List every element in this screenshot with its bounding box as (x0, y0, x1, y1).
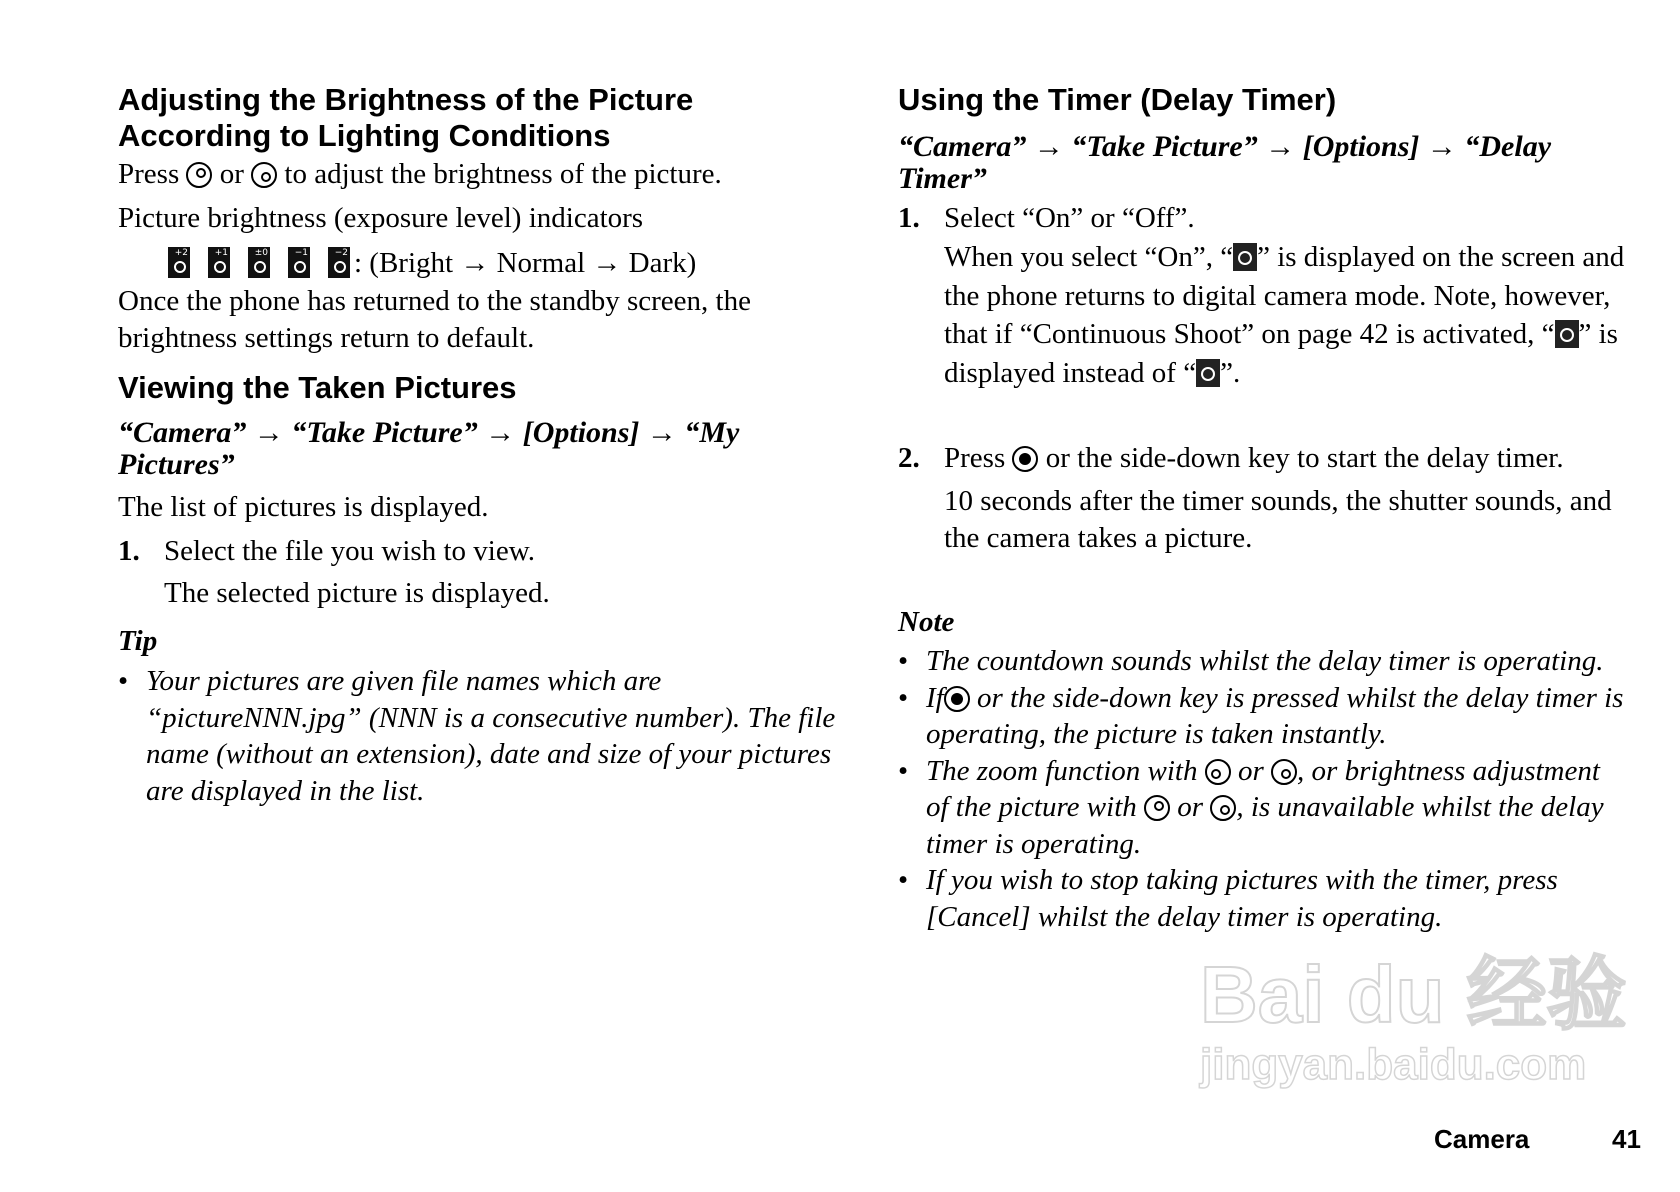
watermark-brand: Bai du 经验 (1200, 950, 1627, 1039)
delay-timer-icon (1233, 243, 1257, 271)
step-number: 1. (898, 202, 920, 234)
viewing-heading: Viewing the Taken Pictures (118, 370, 517, 405)
timer-step-1 (898, 200, 1626, 392)
timer-menu-path: “Camera” → “Take Picture” → [Options] → “Delay Timer” (898, 130, 1552, 195)
standby-note: Once the phone has returned to the standby screen, the brightness settings return to default. (118, 285, 751, 354)
down-key-icon (1210, 795, 1236, 821)
exposure-minus1-icon: −1 (288, 247, 310, 278)
list-item: • Your pictures are given file names which are “pictureNNN.jpg” (NNN is a consecutive number). The file name (without an extension), date and size of your pictures are displayed in the list. (118, 663, 840, 809)
exposure-minus2-icon: −2 (328, 247, 350, 278)
viewing-menu-path: “Camera” → “Take Picture” → [Options] → “My Pictures” (118, 416, 740, 481)
up-key-icon (186, 162, 212, 188)
left-key-icon (1205, 759, 1231, 785)
step-result: The selected picture is displayed. (164, 577, 550, 609)
list-item: • The countdown sounds whilst the delay timer is operating. (898, 643, 1626, 680)
timer-heading: Using the Timer (Delay Timer) (898, 82, 1337, 117)
tip-list (118, 663, 840, 809)
note-title: Note (898, 606, 955, 638)
step-text: Select the file you wish to view. (164, 535, 536, 567)
exposure-plus1-icon: +1 (208, 247, 230, 278)
step-number: 1. (118, 535, 140, 567)
list-item: • The zoom function with or , or brightness adjustment of the picture with or , is unavailable whilst the delay timer is operating. (898, 753, 1626, 863)
baidu-watermark (1200, 950, 1627, 1140)
exposure-zero-icon: ±0 (248, 247, 270, 278)
step-detail: When you select “On”, “ ” is displayed on the screen and the phone returns to digital camera mode. Note, however, that if “Continuous Shoot” on page 42 is activated, “ ” is displayed instead of “ ”. (944, 241, 1625, 389)
exposure-indicators: +2 +1 ±0 −1 −2 : (Bright → Normal → Dark) (168, 245, 696, 282)
watermark-url: jingyan.baidu.com (1200, 1040, 1587, 1089)
viewing-list-text: The list of pictures is displayed. (118, 491, 489, 523)
down-key-icon (251, 162, 277, 188)
tip-title: Tip (118, 625, 158, 657)
continuous-timer-icon (1555, 320, 1579, 348)
step-text: Select “On” or “Off”. (944, 202, 1195, 234)
step-number: 2. (898, 442, 920, 474)
note-list (898, 643, 1626, 935)
delay-timer-icon (1196, 359, 1220, 387)
brightness-instruction: Press or to adjust the brightness of the picture. (118, 158, 722, 190)
center-key-icon (944, 686, 970, 712)
timer-step-2: 2. Press or the side-down key to start the delay timer. 10 seconds after the timer sounds, the shutter sounds, and the camera takes a picture. (898, 440, 1626, 557)
footer-section: Camera (1434, 1124, 1530, 1154)
list-item: • If or the side-down key is pressed whilst the delay timer is operating, the picture is taken instantly. (898, 680, 1626, 753)
viewing-step-1 (118, 533, 840, 612)
exposure-plus2-icon: +2 (168, 247, 190, 278)
up-key-icon (1144, 795, 1170, 821)
right-key-icon (1271, 759, 1297, 785)
brightness-heading: Adjusting the Brightness of the Picture According to Lighting Conditions (118, 82, 694, 153)
page-number: 41 (1612, 1124, 1641, 1154)
list-item: • If you wish to stop taking pictures with the timer, press [Cancel] whilst the delay timer is operating. (898, 862, 1626, 935)
step-result: 10 seconds after the timer sounds, the shutter sounds, and the camera takes a picture. (944, 485, 1612, 554)
indicators-label: Picture brightness (exposure level) indicators (118, 202, 644, 234)
center-key-icon (1012, 446, 1038, 472)
